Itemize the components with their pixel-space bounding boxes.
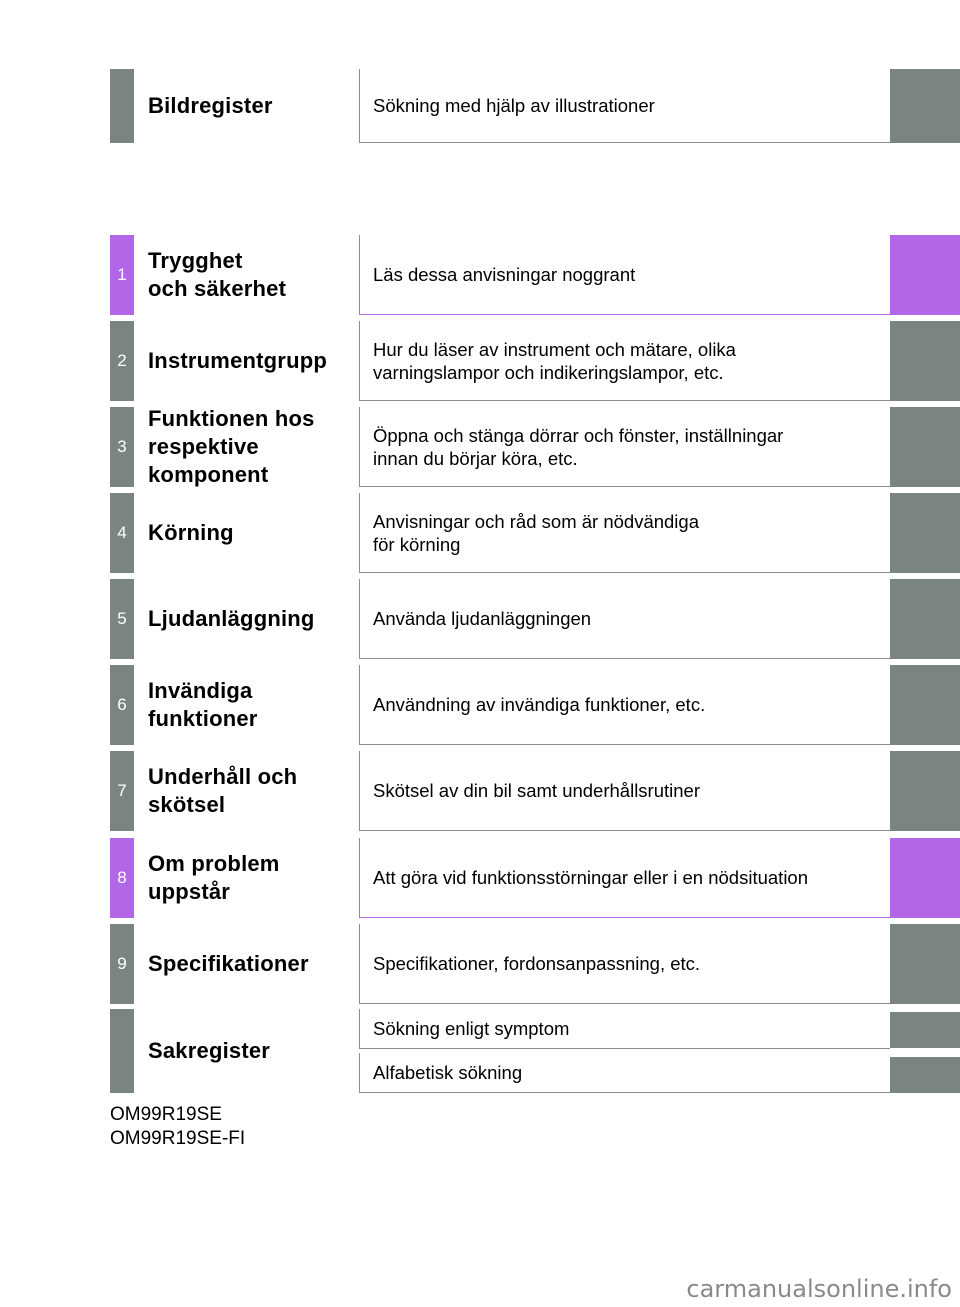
- chapter-tab[interactable]: [890, 924, 960, 1004]
- chapter-row-9[interactable]: [110, 924, 960, 1004]
- bildregister-marker: [110, 69, 134, 143]
- bildregister-title: Bildregister: [148, 93, 273, 118]
- chapter-row-6[interactable]: [110, 665, 960, 745]
- chapter-desc: Läs dessa anvisningar noggrant: [359, 235, 890, 315]
- chapter-row-7[interactable]: [110, 751, 960, 831]
- sakregister-symptom-link[interactable]: Sökning enligt symptom: [359, 1009, 890, 1049]
- chapter-title: Underhåll och skötsel: [148, 764, 298, 817]
- chapter-row-8[interactable]: [110, 838, 960, 918]
- chapter-row-4[interactable]: [110, 493, 960, 573]
- chapter-desc: Att göra vid funktionsstörningar eller i en nödsituation: [359, 838, 890, 918]
- chapter-number: 7: [110, 751, 134, 831]
- chapter-title: Instrumentgrupp: [148, 348, 327, 373]
- chapter-desc: Använda ljudanläggningen: [359, 579, 890, 659]
- chapter-number: 5: [110, 579, 134, 659]
- chapter-title: Trygghet och säkerhet: [148, 248, 287, 301]
- bildregister-tab[interactable]: [890, 69, 960, 143]
- chapter-number: 2: [110, 321, 134, 401]
- model-codes: [110, 1103, 245, 1151]
- chapter-row-5[interactable]: [110, 579, 960, 659]
- chapter-desc: Skötsel av din bil samt underhållsrutiner: [359, 751, 890, 831]
- chapter-tab[interactable]: [890, 751, 960, 831]
- chapter-row-3[interactable]: [110, 407, 960, 487]
- chapter-desc: Anvisningar och råd som är nödvändiga för körning: [359, 493, 890, 573]
- sakregister-alphabetic-tab[interactable]: [890, 1057, 960, 1093]
- chapter-number: 8: [110, 838, 134, 918]
- chapter-title: Ljudanläggning: [148, 606, 315, 631]
- chapter-tab[interactable]: [890, 579, 960, 659]
- chapter-tab[interactable]: [890, 838, 960, 918]
- model-code-2: OM99R19SE-FI: [110, 1128, 246, 1149]
- chapter-title: Funktionen hos respektive komponent: [148, 406, 315, 487]
- chapter-tab[interactable]: [890, 493, 960, 573]
- chapter-tab[interactable]: [890, 235, 960, 315]
- bildregister-row[interactable]: [110, 69, 960, 143]
- watermark: carmanualsonline.info: [686, 1275, 952, 1303]
- chapter-number: 1: [110, 235, 134, 315]
- chapter-desc: Öppna och stänga dörrar och fönster, inställningar innan du börjar köra, etc.: [359, 407, 890, 487]
- chapter-row-2[interactable]: [110, 321, 960, 401]
- chapter-title: Om problem uppstår: [148, 851, 280, 904]
- chapter-title: Invändiga funktioner: [148, 678, 258, 731]
- sakregister-row: [110, 1009, 960, 1093]
- sakregister-marker: [110, 1009, 134, 1093]
- chapter-tab[interactable]: [890, 321, 960, 401]
- sakregister-symptom-tab[interactable]: [890, 1012, 960, 1048]
- chapter-title: Specifikationer: [148, 951, 309, 976]
- chapter-number: 4: [110, 493, 134, 573]
- chapter-row-1[interactable]: [110, 235, 960, 315]
- bildregister-desc: Sökning med hjälp av illustrationer: [359, 69, 890, 143]
- chapter-title: Körning: [148, 520, 234, 545]
- sakregister-alphabetic-link[interactable]: Alfabetisk sökning: [359, 1053, 890, 1093]
- chapter-desc: Hur du läser av instrument och mätare, olika varningslampor och indikeringslampor, etc.: [359, 321, 890, 401]
- chapter-tab[interactable]: [890, 407, 960, 487]
- model-code-1: OM99R19SE: [110, 1104, 222, 1125]
- chapter-tab[interactable]: [890, 665, 960, 745]
- chapter-number: 3: [110, 407, 134, 487]
- chapter-number: 6: [110, 665, 134, 745]
- chapter-desc: Användning av invändiga funktioner, etc.: [359, 665, 890, 745]
- chapter-number: 9: [110, 924, 134, 1004]
- sakregister-title: Sakregister: [148, 1038, 271, 1063]
- chapter-desc: Specifikationer, fordonsanpassning, etc.: [359, 924, 890, 1004]
